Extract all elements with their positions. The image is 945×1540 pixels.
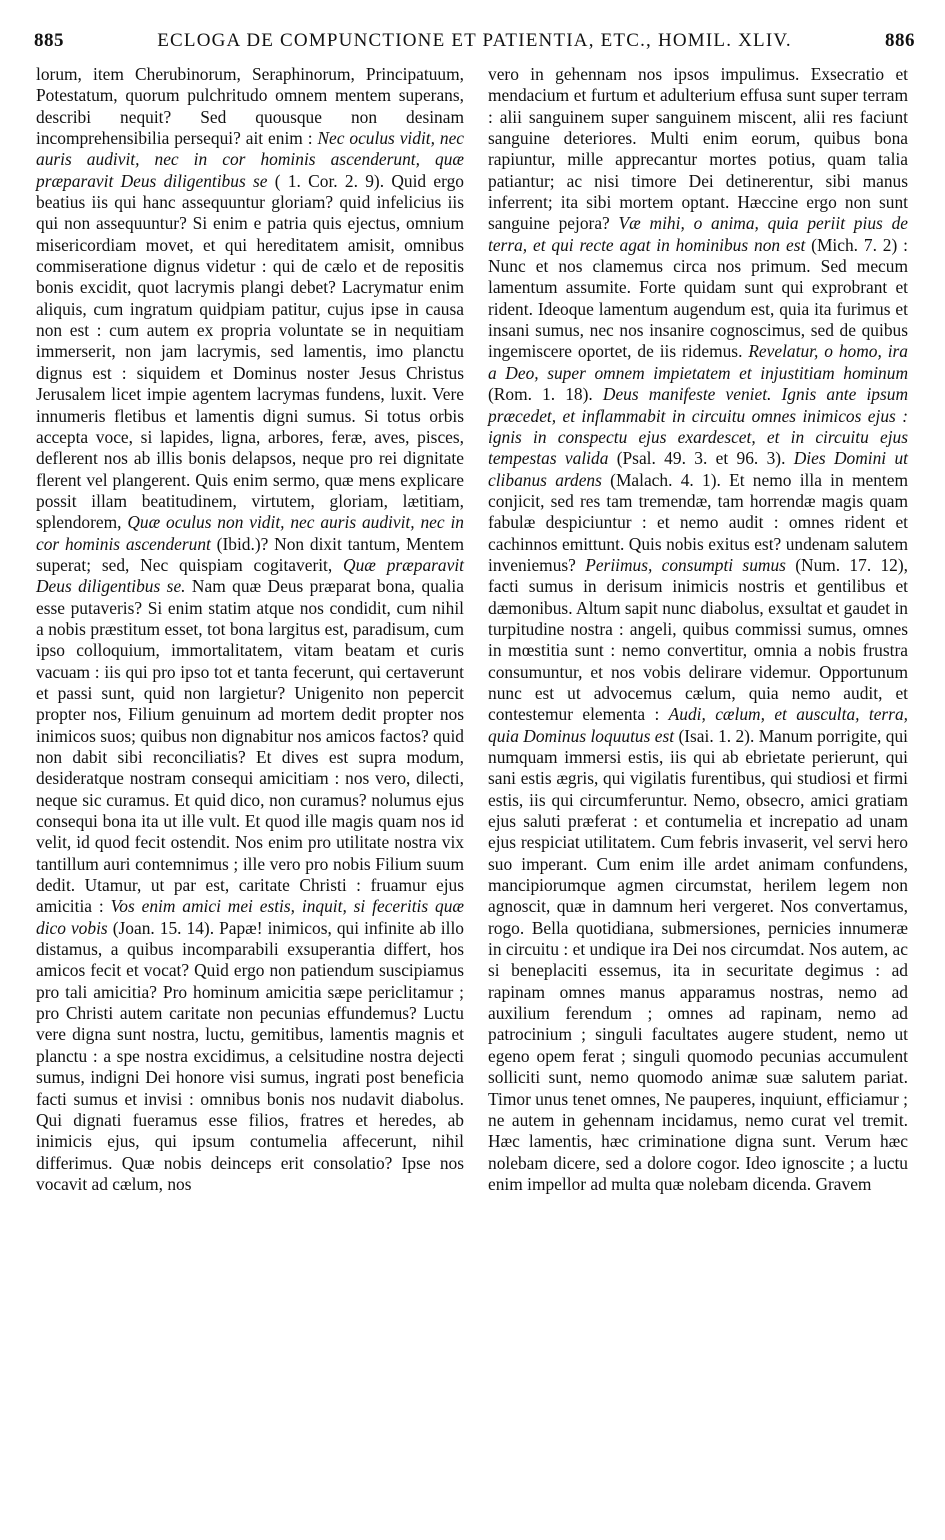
scripture-quote: Periimus, consumpti sumus — [585, 554, 786, 575]
scripture-quote: Quæ oculus non vidit, nec auris audivit, nec in cor hominis ascenderunt — [36, 512, 464, 554]
text-run: (Psal. 49. 3. et 96. 3). — [608, 448, 794, 469]
text-run: (Mich. 7. 2) : Nunc et nos clamemus circa nos primum. Sed mecum lamentum assumite. Forte quidam sunt qui exprobrant et rident. Ideoque lamentum augendum est, quia ita furimus et insani sumus, nec nos insanire cognoscimus, sed de quibus ingemiscere oportet, de iis ridemus. — [488, 234, 908, 362]
text-run: (Isai. 1. 2). Manum porrigite, qui numquam immersi estis, iis qui ab ebrietate perierunt, qui sani estis ægris, qui vigilatis furentibus, qui studiosi et firmi estis, iis qui circumferuntur. Nemo, obsecro, amici gratiam ejus saluti præferat : et contumelia et increpatio ad unam ejus respiciat utilitatem. Cum febris invaserit, vel servi hero suo imperant. Cum enim ille ardet animam confundens, mancipiorumque agmen circumstat, herilem legem non agnoscit, quæ in damnum heri vergeret. Nos convertamus, rogo. Bella quotidiana, submersiones, pernicies innumeræ in circuitu : et undique ira Dei nos circumdat. Nos autem, ac si beneplaciti essemus, ita in securitate degimus : ad rapinam omnes manus apparamus nostras, nemo ad auxilium ferendum ; omnes ad rapinam, nemo ad patrocinium ; singuli facultates augere student, nemo ut egeno opem ferat ; singuli quomodo pecunias accumulent solliciti sunt, nemo quomodo animæ suæ salutem pariat. Timor unus tenet omnes, Ne pauperes, inquiunt, efficiamur ; ne autem in gehennam incidamus, nemo curat vel tremit. Hæc lamentis, hæc criminatione digna sunt. Verum hæc nolebam dicere, sed a dolore cogor. Ideo ignoscite ; a luctu enim impellor ad multa quæ nolebam dicenda. Gravem — [488, 725, 908, 1194]
page-header — [34, 30, 915, 58]
scripture-quote: Deus manifeste veniet. Ignis ante ipsum præcedet, et inflammabit in circuitu omnes inimicos ejus : ignis in conspectu ejus exardescet, et in circuitu ejus tempestas valida — [488, 384, 909, 469]
left-column — [36, 64, 464, 1195]
scripture-quote: Dies Domini ut clibanus ardens — [488, 448, 908, 490]
text-run: (Joan. 15. 14). Papæ! inimicos, qui infinite ab illo distamus, a quibus incomparabili exsuperantia differt, hos amicos fecit et vocat? Quid ergo non patiendum suscipiamus pro tali amicitia? Pro hominum amicitia sæpe periclitamur ; pro Christi autem caritate non pecunias effundemus? Luctu vere digna sunt nostra, luctu, gemitibus, lamentis magnis et planctu : a spe nostra excidimus, a celsitudine nostra dejecti sumus, indigni Dei honore visi sumus, ingrati post beneficia facti sumus et invisi : omnibus bonis nos nudavit diabolus. Qui dignati fueramus esse filios, fratres et heredes, ab inimicis ejus, qui ipsum contumelia affecerunt, nihil differimus. Quæ nobis deinceps erit consolatio? Ipse nos vocavit ad cælum, nos — [36, 917, 464, 1194]
text-run: (Rom. 1. 18). — [488, 384, 603, 405]
text-run: Nam quæ Deus præparat bona, qualia esse putaveris? Si enim statim atque nos condidit, cum nihil a nobis præstitum esset, tot bona largitus est, paradisum, cum ipso colloquium, immortalitatem, vitam beatam et curis vacuam : iis qui pro ipso tot et tanta fecerunt, qui certaverunt et passi sunt, quid non largietur? Unigenito non pepercit propter nos, Filium genuinum ad mortem dedit propter nos inimicos suos; quibus non dignabitur nos amicos factos? quid non dabit sibi reconciliatis? Et dives est supra modum, desideratque nostram consequi amicitiam : nos vero, dilecti, neque sic curamus. Et quid dico, non curamus? nolumus ejus consequi bona ita ut ille vult. Et quod ille magis quam nos id velit, id quod fecit ostendit. Nos enim pro utilitate nostra vix tantillum auri contemnimus ; ille vero pro nobis Filium suum dedit. Utamur, ut par est, caritate Christi : fruamur ejus amicitia : — [36, 576, 464, 917]
text-run: lorum, item Cherubinorum, Seraphinorum, Principatuum, Potestatum, quorum pulchritudo omnem mentem superans, describi nequit? Sed quousque non desinam incomprehensibilia persequi? ait enim : — [36, 64, 464, 149]
running-title: ECLOGA DE COMPUNCTIONE ET PATIENTIA, ETC., HOMIL. XLIV. — [157, 30, 792, 51]
text-run: (Malach. 4. 1). Et nemo illa in mentem conjicit, sed res tam tremendæ, tam horrendæ magis quam fabulæ despiciuntur : et nemo audit : omnes rident et cachinnos emittunt. Quis nobis exitus est? undenam salutem inveniemus? — [488, 469, 908, 575]
scripture-quote: Væ mihi, o anima, quia periit pius de terra, et qui recte agat in hominibus non est — [488, 213, 908, 255]
scripture-quote: Vos enim amici mei estis, inquit, si feceritis quæ dico vobis — [36, 896, 464, 938]
scripture-quote: Quæ præparavit Deus diligentibus se. — [36, 554, 464, 597]
text-run: (Ibid.)? Non dixit tantum, Mentem superat; sed, Nec quispiam cogitaverit, — [36, 533, 464, 575]
text-run: vero in gehennam nos ipsos impulimus. Exsecratio et mendacium et furtum et adulterium effusa sunt super terram : alii sanguinem super sanguinem miscent, alii res faciunt sanguine deteriores. Multi enim eorum, quibus bona rapiuntur, mille apprecantur mortes potius, quam talia patiantur; ac nisi timore Dei detinerentur, sibi manus inferrent; ita sibi mortem optant. Hæccine ergo non sunt sanguine pejora? — [488, 64, 908, 234]
scripture-quote: Audi, cælum, et ausculta, terra, quia Dominus loquutus est — [488, 704, 908, 746]
scripture-quote: Revelatur, o homo, ira a Deo, super omnem impietatem et injustitiam hominum — [488, 341, 908, 383]
right-column-text — [488, 64, 908, 1195]
right-page-number: 886 — [885, 30, 915, 51]
left-column-text — [36, 64, 464, 1195]
text-run: ( 1. Cor. 2. 9). Quid ergo beatius iis qui hanc assequuntur gloriam? quid infelicius iis qui non assequuntur? Si enim e patria quis ejectus, omnium misericordiam movet, et qui hereditatem amisit, omnibus commiseratione dignus videtur : qui de cælo et de repositis bonis excidit, quot lacrymis plangi debet? Lacrymatur enim aliquis, cum ingratum quidpiam patitur, cujus ipse in causa non est : cum autem ex propria voluntate se in nequitiam immerserit, non jam lacrymis, sed lamentis, imo planctu dignus est : siquidem et Dominus noster Jesus Christus Jerusalem licet impie agentem lacrymas fundens, luxit. Vere innumeris fletibus et lamentis digni sumus. Si totus orbis accepta voce, si lapides, ligna, arbores, feræ, aves, pisces, deflerent nos ab illis bonis delapsos, neque pro rei dignitate flerent vel plangerent. Quis enim sermo, quæ mens explicare possit illam beatitudinem, virtutem, gloriam, lætitiam, splendorem, — [36, 170, 464, 533]
right-column — [488, 64, 908, 1195]
scripture-quote: Nec oculus vidit, nec auris audivit, nec in cor hominis ascenderunt, quæ præparavit Deus diligentibus se — [36, 128, 465, 191]
left-page-number: 885 — [34, 30, 64, 51]
text-run: (Num. 17. 12), facti sumus in derisum inimicis nostris et gentilibus et dæmonibus. Altum sapit nunc diabolus, exsultat et gaudet in turpitudine nostra : angeli, quibus commissi sumus, omnes in mœstitia sunt : nemo convertitur, omnia a nobis frustra consumuntur, et nos vobis delirare videmur. Opportunum nunc est ut advocemus cælum, quia nemo audit, et contestemur elementa : — [488, 554, 908, 725]
